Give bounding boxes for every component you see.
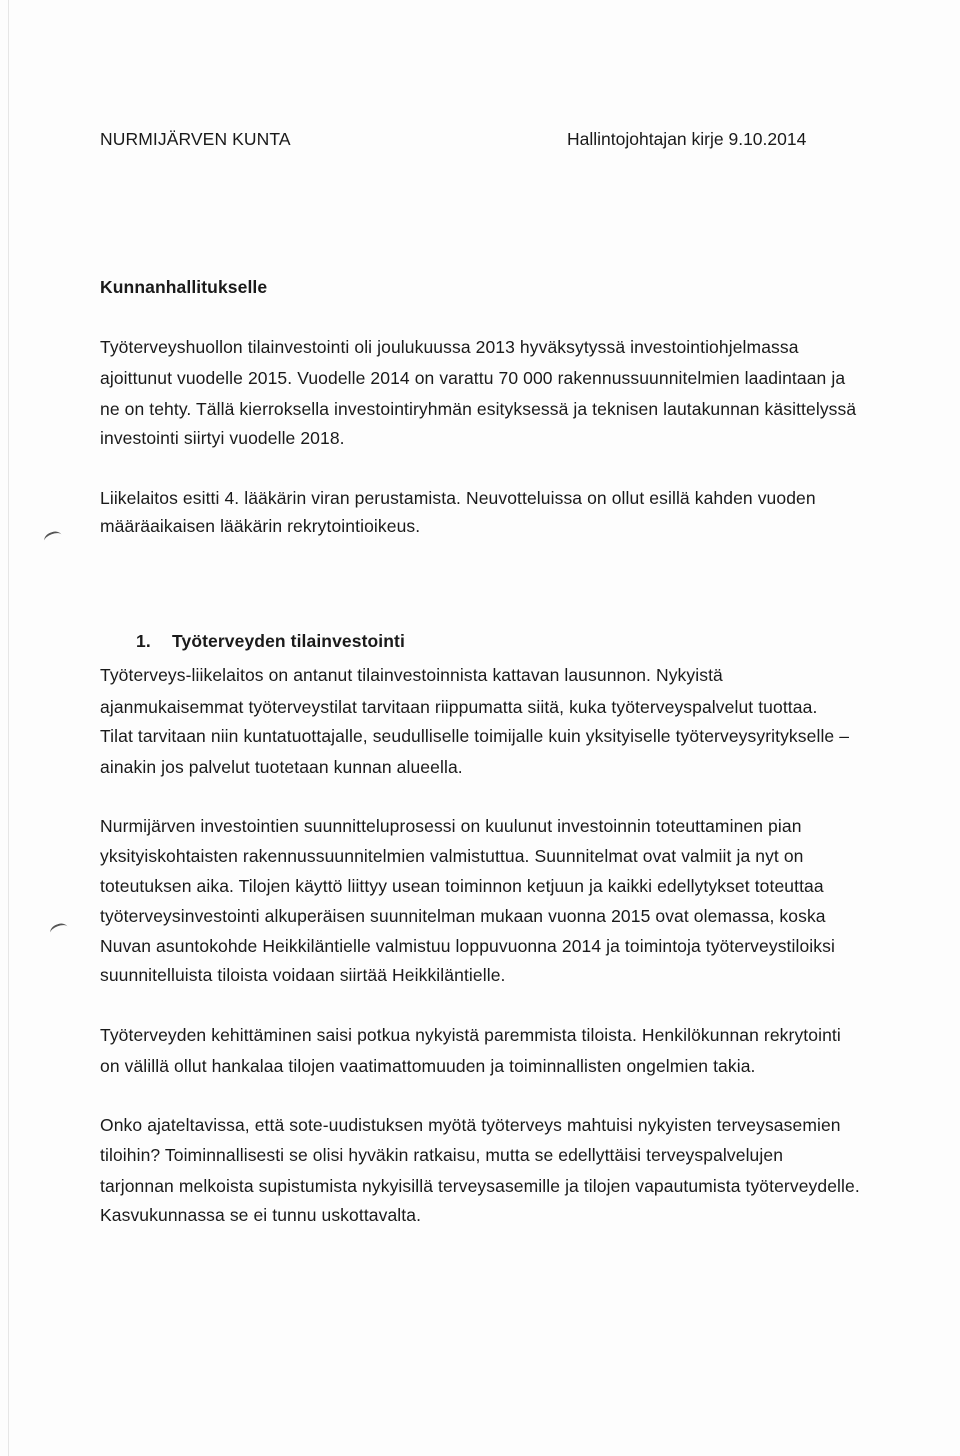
paragraph-1-line-3: ne on tehty. Tällä kierroksella investointiryhmän esityksessä ja teknisen lautakunnan käsittelyssä xyxy=(100,399,857,419)
section-paragraph-4-line-3: tarjonnan melkoista supistumista nykyisillä terveysasemille ja tilojen vapautumista työterveydelle. xyxy=(100,1176,860,1196)
section-paragraph-4-line-2: tiloihin? Toiminnallisesti se olisi hyväkin ratkaisu, mutta se edellyttäisi terveyspalvelujen xyxy=(100,1145,784,1165)
section-paragraph-1-line-1: Työterveys-liikelaitos on antanut tilainvestoinnista kattavan lausunnon. Nykyistä xyxy=(100,665,723,685)
document-reference: Hallintojohtajan kirje 9.10.2014 xyxy=(567,129,807,149)
section-title: Työterveyden tilainvestointi xyxy=(172,631,405,651)
paragraph-2-line-2: määräaikaisen lääkärin rekrytointioikeus. xyxy=(100,516,421,536)
page-edge-line xyxy=(8,0,9,1456)
pen-mark xyxy=(42,529,63,546)
paragraph-2-line-1: Liikelaitos esitti 4. lääkärin viran perustamista. Neuvotteluissa on ollut esillä kahden vuoden xyxy=(100,488,816,508)
paragraph-1-line-2: ajoittunut vuodelle 2015. Vuodelle 2014 on varattu 70 000 rakennussuunnitelmien laadintaan ja xyxy=(100,368,846,388)
section-paragraph-1-line-4: ainakin jos palvelut tuotetaan kunnan alueella. xyxy=(100,757,463,777)
section-paragraph-2-line-3: toteutuksen aika. Tilojen käyttö liittyy usean toiminnon ketjuun ja kaikki edellytykset toteuttaa xyxy=(100,876,824,896)
section-paragraph-2-line-6: suunnitelluista tiloista voidaan siirtää Heikkiläntielle. xyxy=(100,965,506,985)
section-paragraph-3-line-1: Työterveyden kehittäminen saisi potkua nykyistä paremmista tiloista. Henkilökunnan rekrytointi xyxy=(100,1025,841,1045)
section-paragraph-1-line-2: ajanmukaisemmat työterveystilat tarvitaan riippumatta siitä, kuka työterveyspalvelut tuottaa. xyxy=(100,697,818,717)
section-paragraph-1-line-3: Tilat tarvitaan niin kuntatuottajalle, seudulliselle toimijalle kuin yksityiselle työterveysyritykselle – xyxy=(100,726,850,746)
section-paragraph-2-line-4: työterveysinvestointi alkuperäisen suunnitelman mukaan vuonna 2015 ovat olemassa, koska xyxy=(100,906,826,926)
section-paragraph-3-line-2: on välillä ollut hankalaa tilojen vaatimattomuuden ja toiminnallisten ongelmien takia. xyxy=(100,1056,756,1076)
section-number: 1. xyxy=(136,631,151,651)
pen-mark-2 xyxy=(48,921,69,938)
section-paragraph-2-line-5: Nuvan asuntokohde Heikkiläntielle valmistuu loppuvuonna 2014 ja toimintoja työterveystiloiksi xyxy=(100,936,835,956)
organization-name: NURMIJÄRVEN KUNTA xyxy=(100,129,291,149)
section-paragraph-4-line-4: Kasvukunnassa se ei tunnu uskottavalta. xyxy=(100,1205,422,1225)
addressee: Kunnanhallitukselle xyxy=(100,277,268,297)
section-heading xyxy=(136,630,405,652)
section-paragraph-2-line-2: yksityiskohtaisten rakennussuunnitelmien valmistuttua. Suunnitelmat ovat valmiit ja nyt on xyxy=(100,846,804,866)
paragraph-1-line-1: Työterveyshuollon tilainvestointi oli joulukuussa 2013 hyväksytyssä investointiohjelmassa xyxy=(100,337,799,357)
section-paragraph-2-line-1: Nurmijärven investointien suunnitteluprosessi on kuulunut investoinnin toteuttaminen pian xyxy=(100,816,802,836)
section-paragraph-4-line-1: Onko ajateltavissa, että sote-uudistuksen myötä työterveys mahtuisi nykyisten terveysasemien xyxy=(100,1115,841,1135)
paragraph-1-line-4: investointi siirtyi vuodelle 2018. xyxy=(100,428,345,448)
